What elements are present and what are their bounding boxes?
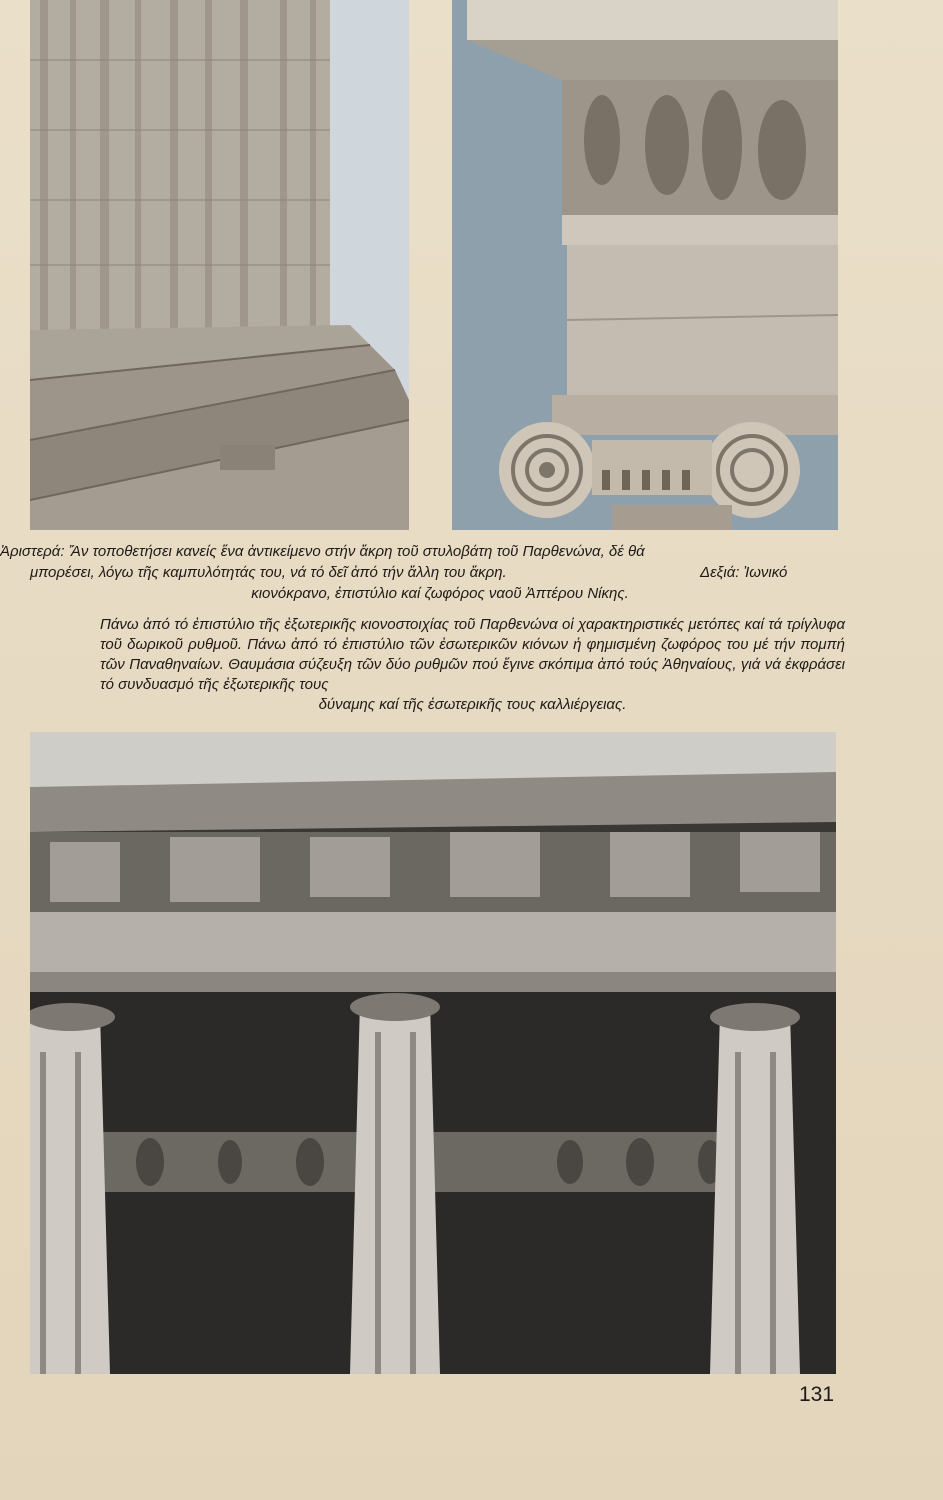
photo-parthenon-stylobate: [30, 0, 409, 530]
caption-middle-text: Πάνω ἀπό τό ἐπιστύλιο τῆς ἐξωτερικῆς κιονοστοιχίας τοῦ Παρθενώνα οἱ χαρακτηριστικές μετόπες καί τά τρίγλυφα τοῦ δωρικοῦ ρυθμοῦ. Πάνω ἀπό τό ἐπιστύλιο τῶν ἐσωτερικῶν κιόνων ἡ φημισμένη ζωφόρος του μέ τήν πομπή τῶν Παναθηναίων. Θαυμάσια σύζευξη τῶν δύο ρυθμῶν πού ἔγινε σκόπιμα ἀπό τούς Ἀθηναίους, γιά νά ἐκφράσει τό συνδυασμό τῆς ἐξωτερικῆς τους: [100, 616, 845, 693]
photo-parthenon-entablature: [30, 732, 836, 1374]
caption-top-line1: Ἀριστερά: Ἄν τοποθετήσει κανείς ἕνα ἀντικείμενο στήν ἄκρη τοῦ στυλοβάτη τοῦ Παρθενώνα, δέ θά: [0, 543, 645, 560]
photo-ionic-capital: [452, 0, 838, 530]
caption-middle-last-line: δύναμης καί τῆς ἐσωτερικῆς τους καλλιέργειας.: [318, 696, 627, 713]
page-number: 131: [799, 1383, 835, 1406]
caption-top-line2: μπορέσει, λόγω τῆς καμπυλότητάς του, νά τό δεῖ ἀπό τήν ἄλλη του ἄκρη.: [30, 564, 507, 581]
caption-top-right-label: Δεξιά: Ἰωνικό: [700, 564, 788, 581]
caption-middle: [100, 615, 845, 715]
caption-top-line3: κιονόκρανο, ἐπιστύλιο καί ζωφόρος ναοῦ Ἀπτέρου Νίκης.: [251, 585, 629, 602]
